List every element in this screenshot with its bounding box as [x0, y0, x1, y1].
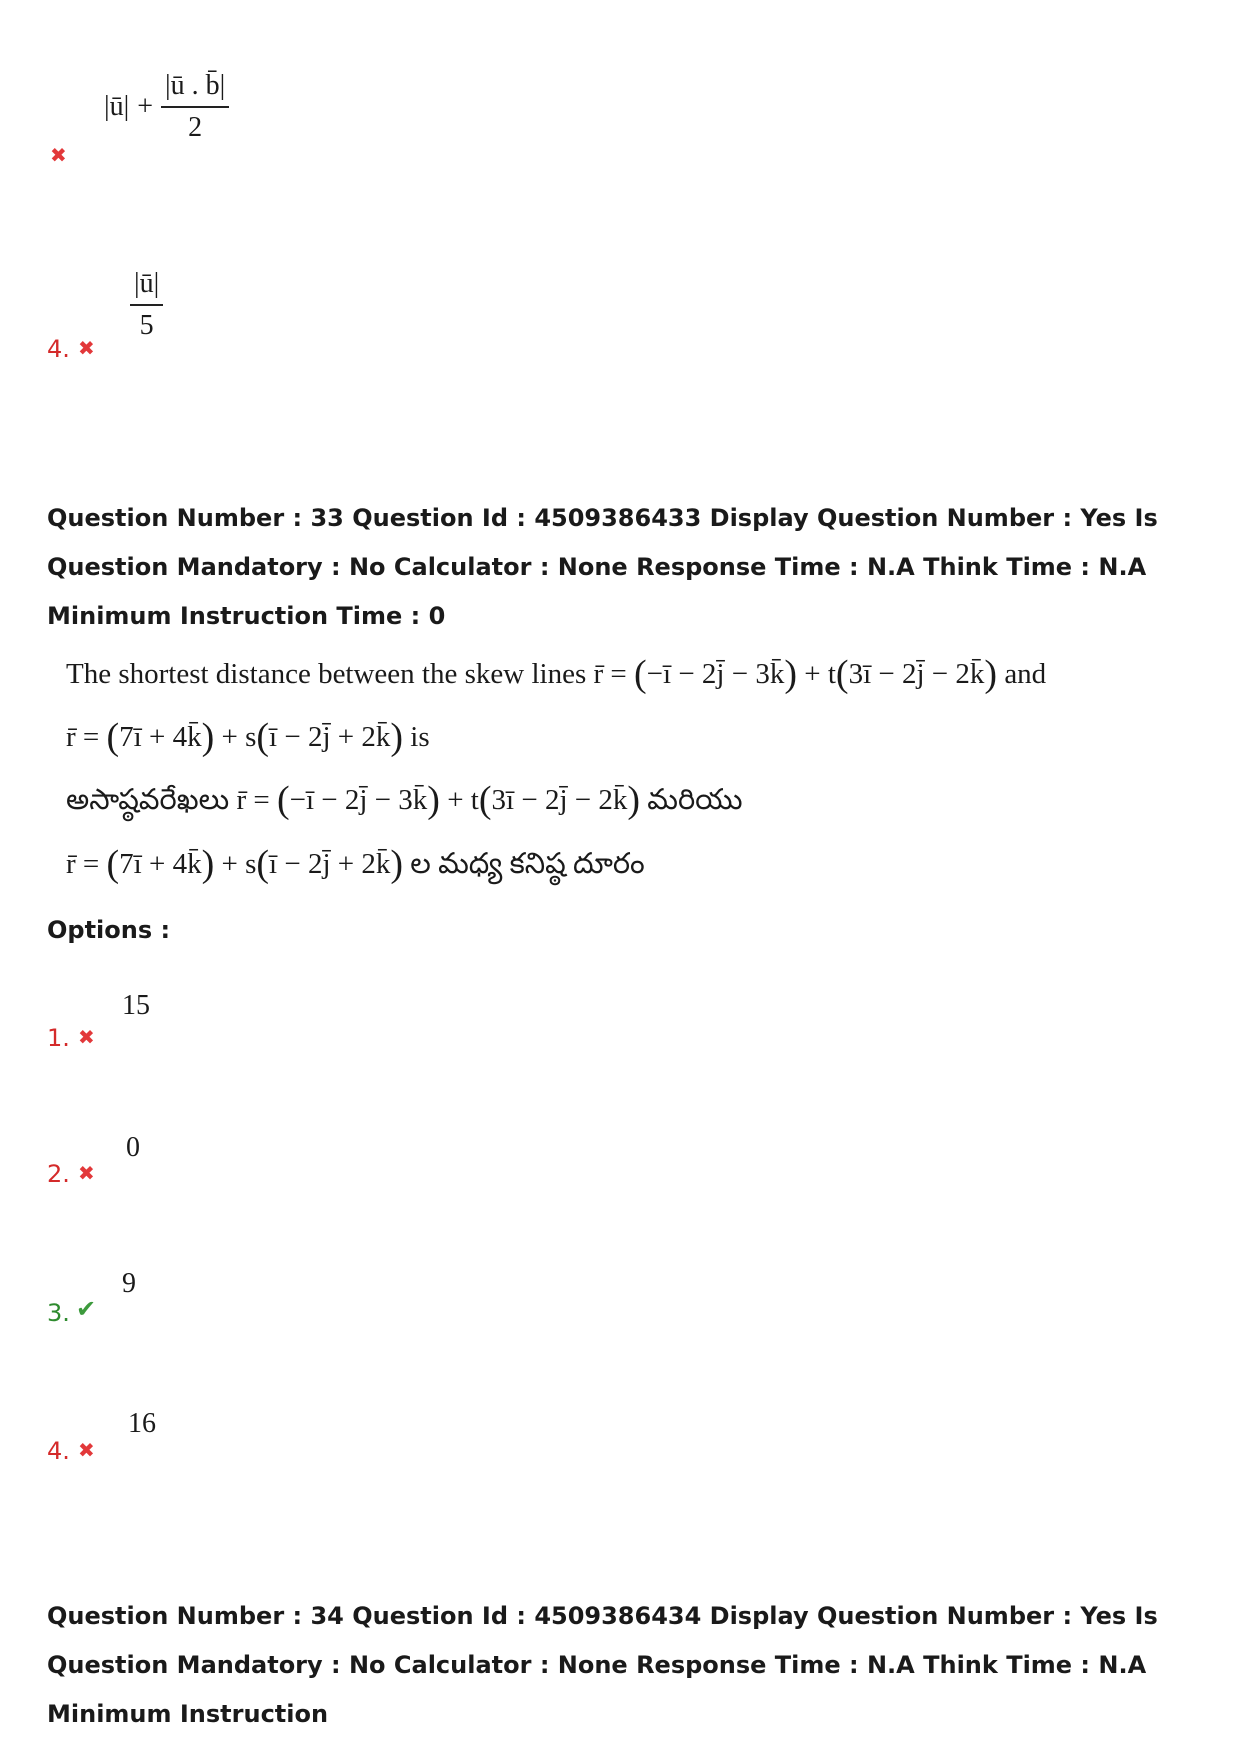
telugu-line1-tail: మరియు	[647, 784, 743, 816]
prev-option4-number: 4.	[47, 335, 70, 363]
option-3-value: 9	[122, 1268, 136, 1299]
english-line1-eq: r̄ =	[593, 658, 634, 690]
prev-option4-fraction	[130, 268, 163, 342]
english-line2-eq: r̄ =	[66, 721, 107, 753]
english-line1-text: The shortest distance between the skew lines	[66, 658, 587, 690]
option-4-number: 4.	[47, 1437, 70, 1465]
telugu-line1-text: అసాష్ఠవరేఖలు	[66, 784, 230, 816]
telugu-line1-mid: + t	[439, 784, 479, 816]
english-line2-tail: is	[410, 721, 430, 753]
prev-option4-expression	[130, 268, 163, 342]
cross-icon: ✖	[78, 1438, 95, 1462]
prev-option3-term: |ū|	[104, 91, 130, 122]
english-line2-vec2: ī − 2j̄ + 2k̄	[269, 721, 391, 753]
option-4-value: 16	[128, 1408, 156, 1439]
cross-icon: ✖	[78, 1025, 95, 1049]
question-33-header: Question Number : 33 Question Id : 4509386433 Display Question Number : Yes Is Question Mandatory : No Calculator : None Response Time : N.A Think Time : N.A Minimum Instruction Time : 0	[47, 504, 1158, 630]
prev-option3-plus: +	[137, 91, 154, 122]
prev-option3-denominator: 2	[188, 112, 203, 143]
cross-icon: ✖	[78, 1161, 95, 1185]
question-33-english-line2: r̄ = (7ī + 4k̄) + s(ī − 2j̄ + 2k̄) is	[66, 716, 430, 758]
question-33-english-line1: The shortest distance between the skew lines r̄ = (−ī − 2j̄ − 3k̄) + t(3ī − 2j̄ − 2k̄) and	[66, 653, 1047, 695]
telugu-line2-tail: ల మధ్య కనిష్ఠ దూరం	[410, 848, 645, 880]
prev-option3-expression	[104, 70, 229, 144]
telugu-line2-vec1: 7ī + 4k̄	[119, 848, 202, 880]
english-line1-vec1: −ī − 2j̄ − 3k̄	[646, 658, 785, 690]
prev-option4-denominator: 5	[139, 310, 154, 341]
cross-icon: ✖	[50, 143, 67, 167]
english-line1-vec2: 3ī − 2j̄ − 2k̄	[848, 658, 985, 690]
question-33-telugu-line2: r̄ = (7ī + 4k̄) + s(ī − 2j̄ + 2k̄) ల మధ్య కనిష్ఠ దూరం	[66, 843, 645, 885]
prev-option3-numerator: |ū . b̄|	[165, 70, 226, 101]
options-label: Options :	[47, 916, 171, 944]
telugu-line2-eq: r̄ =	[66, 848, 107, 880]
english-line2-vec1: 7ī + 4k̄	[119, 721, 202, 753]
check-icon: ✔	[76, 1295, 97, 1323]
prev-option3-fraction	[161, 70, 229, 144]
telugu-line1-vec2: 3ī − 2j̄ − 2k̄	[491, 784, 628, 816]
english-line1-tail: and	[1004, 658, 1047, 690]
telugu-line1-vec1: −ī − 2j̄ − 3k̄	[289, 784, 428, 816]
option-1-number: 1.	[47, 1024, 70, 1052]
option-2-number: 2.	[47, 1160, 70, 1188]
telugu-line1-eq: r̄ =	[236, 784, 277, 816]
telugu-line2-mid: + s	[214, 848, 257, 880]
english-line1-mid: + t	[797, 658, 836, 690]
telugu-line2-vec2: ī − 2j̄ + 2k̄	[269, 848, 391, 880]
prev-option4-numerator: |ū|	[134, 268, 160, 299]
option-1-value: 15	[122, 990, 150, 1021]
option-3-number: 3.	[47, 1299, 70, 1327]
cross-icon: ✖	[78, 336, 95, 360]
question-34-header: Question Number : 34 Question Id : 4509386434 Display Question Number : Yes Is Question Mandatory : No Calculator : None Response Time : N.A Think Time : N.A Minimum Instruction	[47, 1602, 1158, 1728]
option-2-value: 0	[126, 1132, 140, 1163]
english-line2-mid: + s	[214, 721, 257, 753]
question-33-telugu-line1: అసాష్ఠవరేఖలు r̄ = (−ī − 2j̄ − 3k̄) + t(3ī − 2j̄ − 2k̄) మరియు	[66, 779, 743, 821]
